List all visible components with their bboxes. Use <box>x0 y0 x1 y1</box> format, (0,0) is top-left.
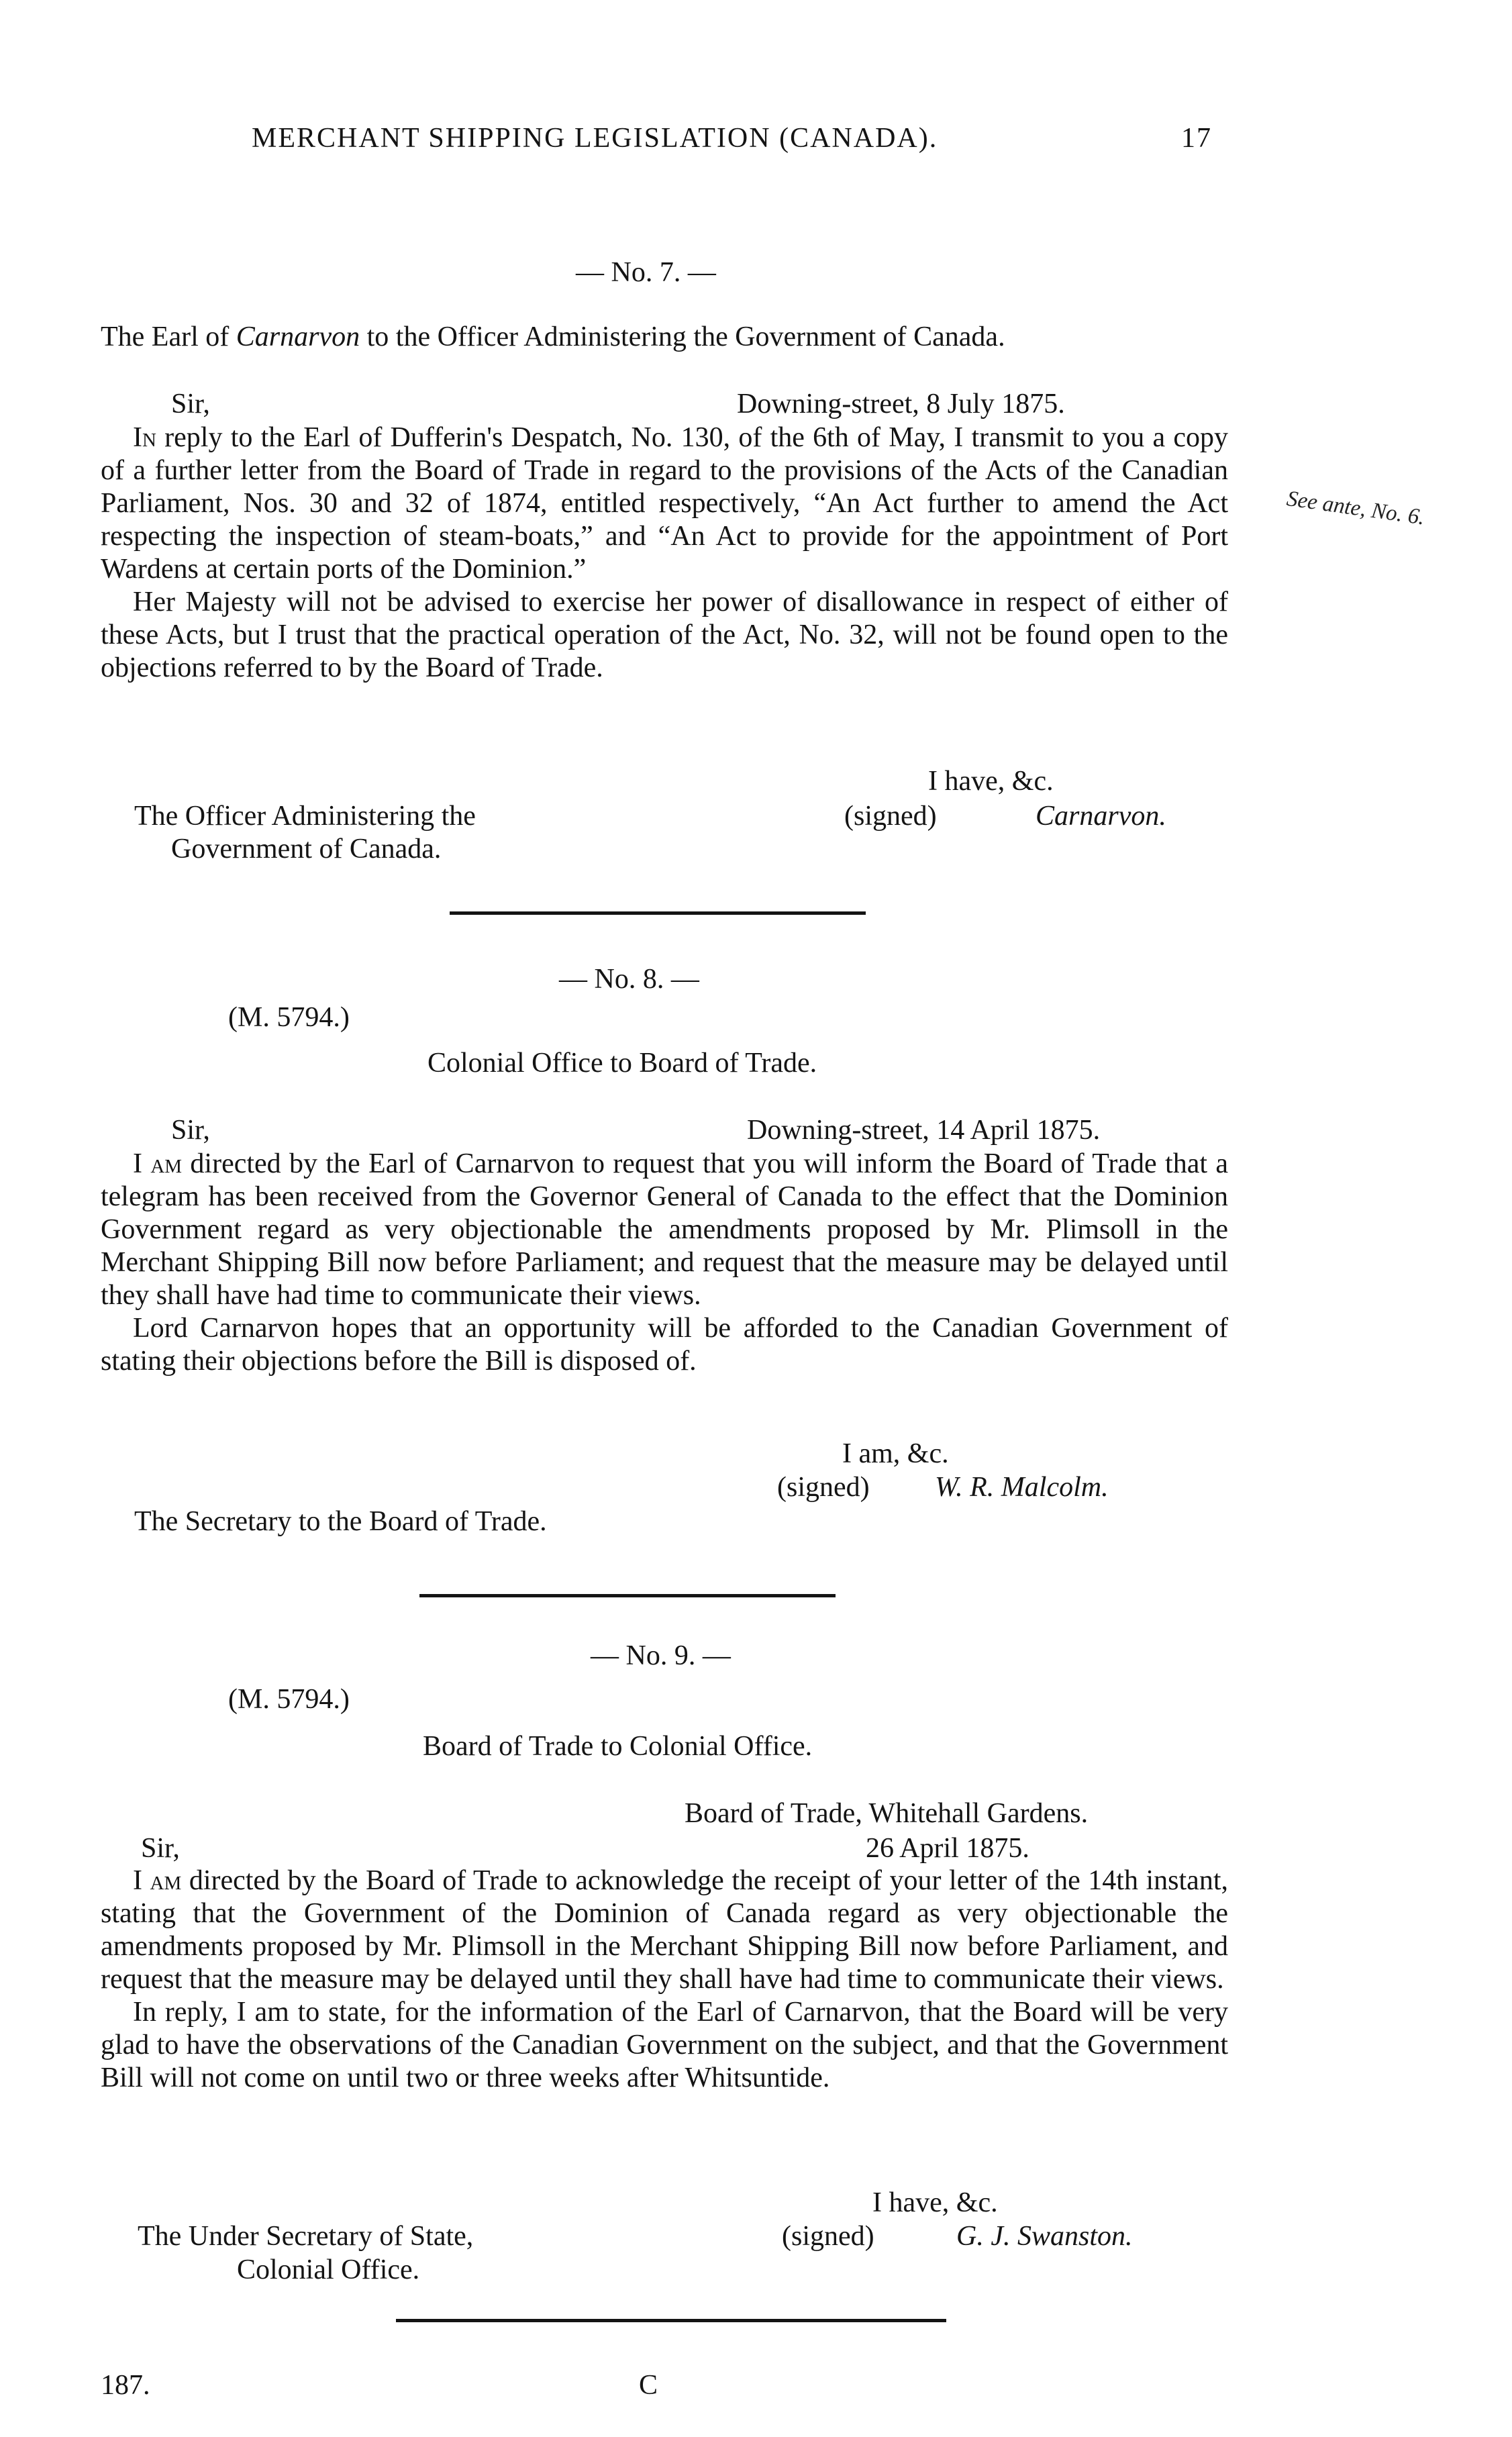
section-divider-1 <box>450 911 866 915</box>
document-8-closing: I am, &c. <box>842 1438 949 1469</box>
document-8-body <box>101 1148 1228 1378</box>
document-9-paragraph-1: I am directed by the Board of Trade to acknowledge the receipt of your letter of the 14th instant, stating that the Government of the Dominion of Canada regard as very objectionable the amendments proposed by Mr. Plimsoll in the Merchant Shipping Bill now before Parliament, and request that the measure may be delayed until they shall have had time to communicate their views. <box>101 1865 1228 1995</box>
document-9-salutation: Sir, <box>141 1833 180 1864</box>
document-9-closing: I have, &c. <box>872 2187 998 2218</box>
document-8-signature: W. R. Malcolm. <box>935 1472 1109 1503</box>
page-number: 17 <box>1181 123 1212 154</box>
document-8-signed: (signed) <box>777 1472 870 1503</box>
footer-print-number: 187. <box>101 2370 150 2401</box>
document-9-reference: (M. 5794.) <box>228 1684 350 1715</box>
document-9-place: Board of Trade, Whitehall Gardens. <box>685 1798 1089 1829</box>
document-8-salutation: Sir, <box>171 1115 210 1146</box>
document-7-paragraph-1: In reply to the Earl of Dufferin's Despatch, No. 130, of the 6th of May, I transmit to you a copy of a further letter from the Board of Trade in regard to the provisions of the Acts of the Canadian Parliament, Nos. 30 and 32 of 1874, entitled respectively, “An Act further to amend the Act respecting the inspection of steam-boats,” and “An Act to provide for the appointment of Port Wardens at certain ports of the Dominion.” <box>101 422 1228 585</box>
document-7-signed: (signed) <box>844 801 937 832</box>
section-divider-3 <box>396 2319 946 2322</box>
document-7-addressee-line-1: The Officer Administering the <box>134 801 476 832</box>
document-9-signed: (signed) <box>782 2221 874 2252</box>
document-number-9: — No. 9. — <box>591 1640 731 1671</box>
margin-note: See ante, No. 6. <box>1284 487 1427 530</box>
document-9-signature: G. J. Swanston. <box>956 2221 1133 2252</box>
document-9-heading: Board of Trade to Colonial Office. <box>423 1731 813 1762</box>
document-7-heading: The Earl of Carnarvon to the Officer Administering the Government of Canada. <box>101 321 1005 352</box>
section-divider-2 <box>419 1594 836 1597</box>
document-8-paragraph-2: Lord Carnarvon hopes that an opportunity will be afforded to the Canadian Government of stating their objections before the Bill is disposed of. <box>101 1313 1228 1377</box>
document-9-paragraph-2: In reply, I am to state, for the information of the Earl of Carnarvon, that the Board will be very glad to have the observations of the Canadian Government on the subject, and that the Government Bill will not come on until two or three weeks after Whitsuntide. <box>101 1997 1228 2093</box>
document-9-date: 26 April 1875. <box>866 1833 1029 1864</box>
document-7-addressee-line-2: Government of Canada. <box>171 834 442 864</box>
document-7-closing: I have, &c. <box>928 766 1054 797</box>
document-7-signature: Carnarvon. <box>1036 801 1166 832</box>
document-9-addressee-line-1: The Under Secretary of State, <box>138 2221 474 2252</box>
document-9-addressee-line-2: Colonial Office. <box>237 2254 420 2285</box>
footer-signature-mark: C <box>639 2370 658 2401</box>
document-8-addressee: The Secretary to the Board of Trade. <box>134 1506 547 1537</box>
document-8-reference: (M. 5794.) <box>228 1002 350 1033</box>
document-8-paragraph-1: I am directed by the Earl of Carnarvon to request that you will inform the Board of Trade that a telegram has been received from the Governor General of Canada to the effect that the Dominion Government regard as very objectionable the amendments proposed by Mr. Plimsoll in the Merchant Shipping Bill now before Parliament; and request that the measure may be delayed until they shall have had time to communicate their views. <box>101 1148 1228 1311</box>
document-number-8: — No. 8. — <box>559 964 699 995</box>
document-9-body <box>101 1864 1228 2095</box>
document-8-heading: Colonial Office to Board of Trade. <box>427 1048 817 1079</box>
document-7-paragraph-2: Her Majesty will not be advised to exercise her power of disallowance in respect of either of these Acts, but I trust that the practical operation of the Act, No. 32, will not be found open to the objections referred to by the Board of Trade. <box>101 587 1228 683</box>
document-7-body <box>101 421 1228 685</box>
document-number-7: — No. 7. — <box>576 257 716 288</box>
document-7-place-date: Downing-street, 8 July 1875. <box>737 389 1065 419</box>
running-header-title: MERCHANT SHIPPING LEGISLATION (CANADA). <box>252 123 938 154</box>
document-8-place-date: Downing-street, 14 April 1875. <box>747 1115 1101 1146</box>
document-7-salutation: Sir, <box>171 389 210 419</box>
